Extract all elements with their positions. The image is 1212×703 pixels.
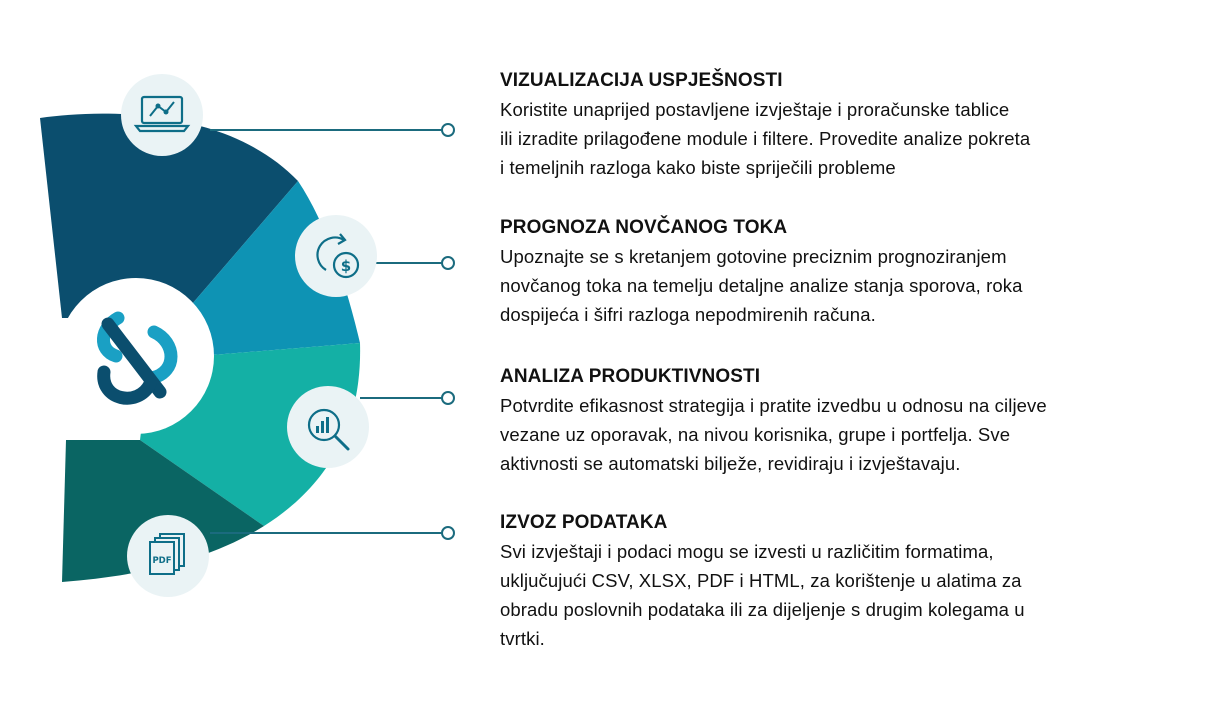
laptop-chart-icon: [121, 74, 203, 156]
section-visualization: [500, 67, 1180, 182]
section-line: vezane uz oporavak, na nivou korisnika, grupe i portfelja. Sve: [500, 424, 1011, 445]
svg-text:$: $: [340, 257, 352, 275]
pdf-document-icon: [127, 515, 209, 597]
section-line: Svi izvještaji i podaci mogu se izvesti u različitim formatima,: [500, 541, 994, 562]
section-line: Koristite unaprijed postavljene izvještaje i proračunske tablice: [500, 99, 1010, 120]
section-title: IZVOZ PODATAKA: [500, 512, 668, 533]
section-productivity: [500, 363, 1180, 478]
section-line: obradu poslovnih podataka ili za dijeljenje s drugim kolegama u: [500, 599, 1025, 620]
magnifier-chart-icon: [287, 386, 369, 468]
pdf-badge: PDF: [152, 556, 172, 566]
section-export: [500, 509, 1180, 653]
section-line: aktivnosti se automatski bilježe, revidiraju i izvještavaju.: [500, 453, 961, 474]
dollar-cycle-icon: [295, 215, 377, 297]
fan-diagram: [0, 0, 480, 703]
section-title: ANALIZA PRODUKTIVNOSTI: [500, 366, 761, 387]
section-line: i temeljnih razloga kako biste spriječili probleme: [500, 157, 896, 178]
section-line: novčanog toka na temelju detaljne analize stanja sporova, roka: [500, 275, 1023, 296]
section-line: Potvrdite efikasnost strategija i pratite izvedbu u odnosu na ciljeve: [500, 395, 1047, 416]
section-title: VIZUALIZACIJA USPJEŠNOSTI: [500, 70, 783, 91]
section-line: tvrtki.: [500, 628, 545, 649]
section-line: Upoznajte se s kretanjem gotovine preciznim prognoziranjem: [500, 246, 1007, 267]
section-line: dospijeća i šifri razloga nepodmirenih računa.: [500, 304, 876, 325]
section-cashflow: [500, 214, 1180, 329]
section-title: PROGNOZA NOVČANOG TOKA: [500, 217, 788, 238]
section-line: uključujući CSV, XLSX, PDF i HTML, za korištenje u alatima za: [500, 570, 1022, 591]
section-line: ili izradite prilagođene module i filtere. Provedite analize pokreta: [500, 128, 1031, 149]
